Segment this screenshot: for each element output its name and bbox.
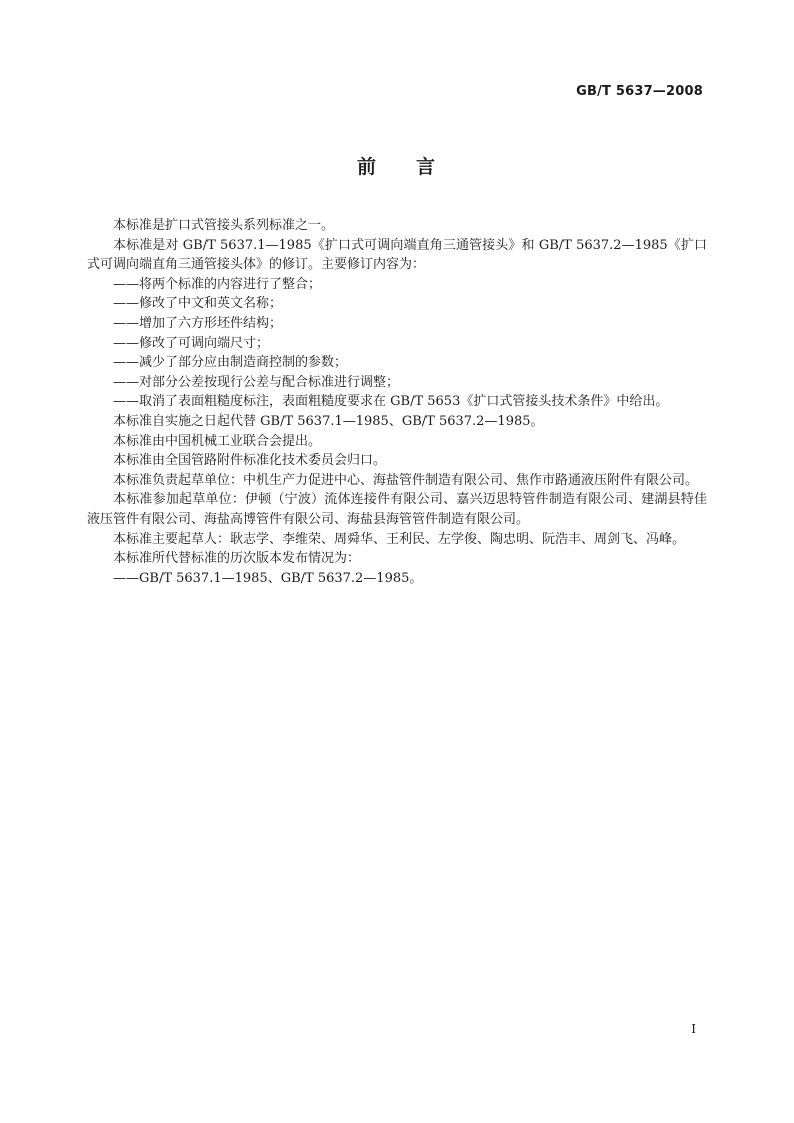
list-item: ——对部分公差按现行公差与配合标准进行调整； [113, 374, 400, 390]
paragraph: 本标准是对 GB/T 5637.1—1985《扩口式可调向端直角三通管接头》和 GB/T 5637.2—1985《扩口式可调向端直角三通管接头体》的修订。主要修订内容为： [87, 237, 707, 273]
paragraph: 本标准负责起草单位：中机生产力促进中心、海盐管件制造有限公司、焦作市路通液压附件有限公司。 [113, 472, 699, 488]
list-item: ——修改了可调向端尺寸； [113, 335, 270, 351]
page-number: I [691, 1022, 696, 1036]
paragraph: 本标准主要起草人：耿志学、李维荣、周舜华、王利民、左学俊、陶忠明、阮浩丰、周剑飞、冯峰。 [113, 531, 686, 547]
title-part-2: 言 [416, 156, 438, 178]
list-item: ——增加了六方形坯件结构； [113, 315, 283, 331]
paragraph: 本标准由全国管路附件标准化技术委员会归口。 [113, 453, 387, 469]
list-item: ——减少了部分应由制造商控制的参数； [113, 355, 348, 371]
paragraph: 本标准自实施之日起代替 GB/T 5637.1—1985、GB/T 5637.2—1985。 [113, 413, 544, 429]
list-item: ——修改了中文和英文名称； [113, 296, 283, 312]
list-item: ——取消了表面粗糙度标注，表面粗糙度要求在 GB/T 5653《扩口式管接头技术条件》中给出。 [113, 394, 669, 410]
paragraph: 本标准参加起草单位：伊顿（宁波）流体连接件有限公司、嘉兴迈思特管件制造有限公司、建湖县特佳液压管件有限公司、海盐高博管件有限公司、海盐县海管管件制造有限公司。 [87, 492, 707, 527]
paragraph: 本标准所代替标准的历次版本发布情况为： [113, 551, 361, 567]
list-item: ——GB/T 5637.1—1985、GB/T 5637.2—1985。 [113, 570, 423, 586]
title-part-1: 前 [356, 156, 378, 178]
paragraph: 本标准是扩口式管接头系列标准之一。 [113, 218, 335, 233]
foreword-body [87, 216, 707, 588]
standard-number: GB/T 5637—2008 [576, 84, 703, 99]
paragraph: 本标准由中国机械工业联合会提出。 [113, 433, 322, 449]
page-title [0, 152, 794, 179]
list-item: ——将两个标准的内容进行了整合； [113, 276, 322, 292]
